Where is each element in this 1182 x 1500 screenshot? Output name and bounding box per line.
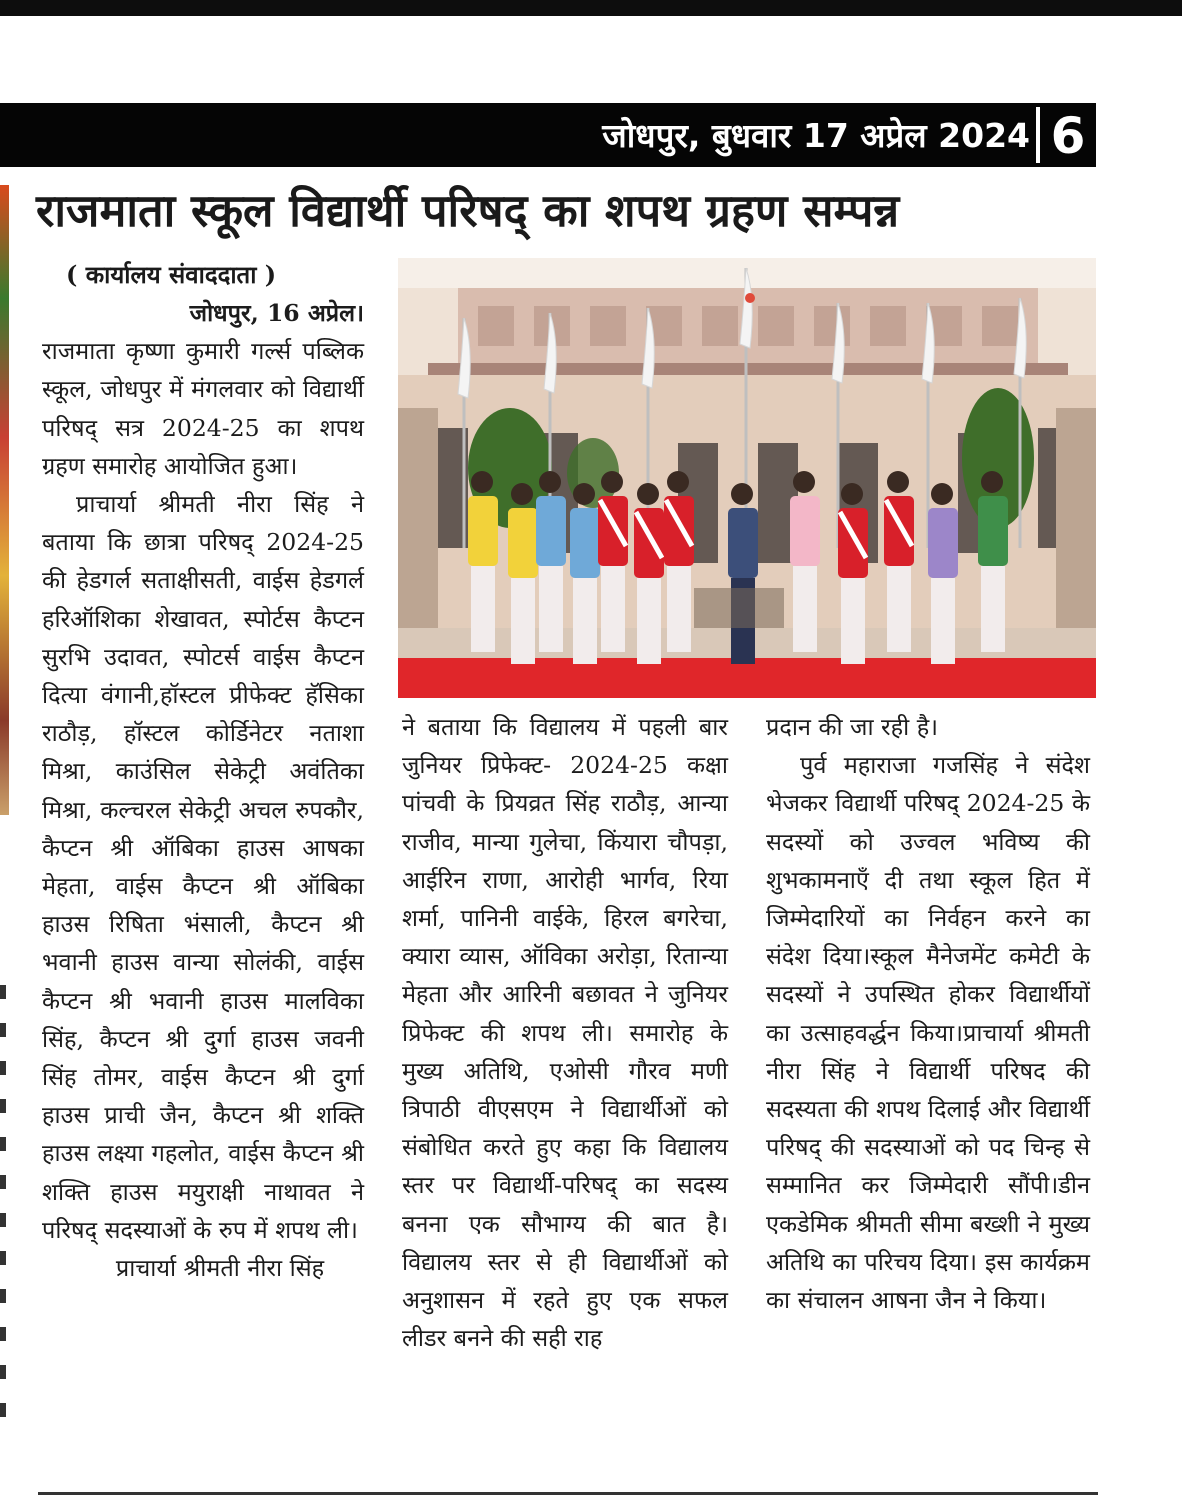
person-legs: [667, 566, 691, 652]
person-legs: [887, 566, 911, 652]
person-torso: [928, 508, 958, 578]
person-head: [793, 471, 815, 493]
person-legs: [637, 578, 661, 664]
person-legs: [793, 566, 817, 652]
article-paragraph: प्राचार्या श्रीमती नीरा सिंह ने बताया कि छात्रा परिषद् 2024-25 की हेडगर्ल सताक्षीसती, वाईस हेडगर्ल हरिऑशिका शेखावत, स्पोर्टस कैप्टन सुरभि उदावत, स्पोटर्स वाईस कैप्टन दित्या वंगानी,हॉस्टल प्रीफेक्ट हॅसिका राठौड़, हॉस्टल कोर्डिनेटर नताशा मिश्रा, काउंसिल सेकेट्री अवंतिका मिश्रा, कल्चरल सेकेट्री अचल रुपकौर, कैप्टन श्री ऑबिका हाउस आषका मेहता, वाईस कैप्टन श्री ऑबिका हाउस रिषिता भंसाली, कैप्टन श्री भवानी हाउस वान्या सोलंकी, वाईस कैप्टन श्री भवानी हाउस मालविका सिंह, कैप्टन श्री दुर्गा हाउस जवनी सिंह तोमर, वाईस कैप्टन श्री दुर्गा हाउस प्राची जैन, कैप्टन श्री शक्ति हाउस लक्ष्या गहलोत, वाईस कैप्टन श्री शक्ति हाउस मयुराक्षी नाथावत ने परिषद् सदस्याओं के रुप में शपथ ली।: [42, 490, 364, 1244]
article-column-2: [402, 708, 728, 1357]
article-byline: ( कार्यालय संवाददाता ): [66, 260, 277, 289]
person-head: [573, 483, 595, 505]
page-number: 6: [1050, 107, 1086, 165]
parapet-panel: [758, 306, 794, 346]
flag-emblem: [745, 293, 755, 303]
parapet-panel: [590, 306, 626, 346]
person-torso: [468, 496, 498, 566]
article-paragraph: ने बताया कि विद्यालय में पहली बार जुनियर प्रिफेक्ट- 2024-25 कक्षा पांचवी के प्रियव्रत सिंह राठौड़, आन्या राजीव, मान्या गुलेचा, किंयारा चौपड़ा, आईरिन राणा, आरोही भार्गव, रिया शर्मा, पानिनी वाईके, हिरल बगरेचा, क्यारा व्यास, ऑविका अरोड़ा, रितान्या मेहता और आरिनी बछावत ने जुनियर प्रिफेक्ट की शपथ ली। समारोह के मुख्य अतिथि, एओसी गौरव मणी त्रिपाठी वीएसएम ने विद्यार्थीओं को संबोधित करते हुए कहा कि विद्यालय स्तर पर विद्यार्थी-परिषद् का सदस्य बनना एक सौभाग्य की बात है।विद्यालय स्तर से ही विद्यार्थीओं को अनुशासन में रहते हुए एक सफल लीडर बनने की सही राह: [402, 713, 728, 1353]
parapet-panel: [982, 306, 1018, 346]
left-wing: [398, 408, 438, 628]
parapet-panel: [478, 306, 514, 346]
article-paragraph: पुर्व महाराजा गजसिंह ने संदेश भेजकर विद्यार्थी परिषद् 2024-25 के सदस्यों को उज्वल भविष्य की शुभकामनाएँ दी तथा स्कूल हित में जिम्मेदारियों का निर्वहन करने का संदेश दिया।स्कूल मैनेजमेंट कमेटी के सदस्यों ने उपस्थित होकर विद्यार्थीयों का उत्साहवर्द्धन किया।प्राचार्या श्रीमती नीरा सिंह ने विद्यार्थी परिषद की सदस्यता की शपथ दिलाई और विद्यार्थी परिषद् की सदस्याओं को पद चिन्ह से सम्मानित कर जिम्मेदारी सौंपी।डीन एकडेमिक श्रीमती सीमा बख्शी ने मुख्य अतिथि का परिचय दिया। इस कार्यक्रम का संचालन आषना जैन ने किया।: [766, 751, 1090, 1315]
header-separator: [1036, 107, 1040, 163]
top-border-rule: [0, 0, 1182, 16]
person-legs: [573, 578, 597, 664]
person-torso: [570, 508, 600, 578]
parapet-panel: [870, 306, 906, 346]
right-wing: [1056, 408, 1096, 628]
bottom-rule: [38, 1492, 1098, 1495]
person-torso: [978, 496, 1008, 566]
group-photo: [398, 258, 1096, 698]
article-column-3: [766, 708, 1090, 1319]
chairs: [694, 588, 784, 628]
person-head: [539, 471, 561, 493]
person-torso: [728, 508, 758, 578]
roof-ledge: [428, 363, 1068, 375]
person-torso: [536, 496, 566, 566]
person-head: [731, 483, 753, 505]
parapet-panel: [814, 306, 850, 346]
person-head: [637, 483, 659, 505]
person-head: [931, 483, 953, 505]
article-headline: राजमाता स्कूल विद्यार्थी परिषद् का शपथ ग्रहण सम्पन्न: [36, 184, 900, 237]
person-head: [667, 471, 689, 493]
parapet-panel: [702, 306, 738, 346]
person-head: [841, 483, 863, 505]
person-head: [601, 471, 623, 493]
article-paragraph: प्राचार्या श्रीमती नीरा सिंह: [115, 1254, 325, 1283]
person-torso: [790, 496, 820, 566]
person-legs: [601, 566, 625, 652]
article-paragraph: प्रदान की जा रही है।: [766, 713, 939, 741]
article-column-1: [42, 294, 364, 1287]
adjacent-page-text-edge: [0, 985, 6, 1425]
person-legs: [511, 578, 535, 664]
adjacent-page-edge: [0, 185, 9, 815]
person-legs: [471, 566, 495, 652]
article-paragraph: राजमाता कृष्णा कुमारी गर्ल्स पब्लिक स्कूल, जोधपुर में मंगलवार को विद्यार्थी परिषद् सत्र 2024-25 का शपथ ग्रहण समारोह आयोजित हुआ।: [42, 337, 364, 480]
article-dateline: जोधपुर, 16 अप्रेल।: [189, 299, 364, 327]
person-head: [887, 471, 909, 493]
group-photo-illustration: [398, 258, 1096, 698]
person-torso: [508, 508, 538, 578]
person-legs: [841, 578, 865, 664]
person-head: [511, 483, 533, 505]
person-legs: [981, 566, 1005, 652]
person-head: [471, 471, 493, 493]
issue-date-line: जोधपुर, बुधवार 17 अप्रेल 2024: [602, 116, 1030, 155]
person-head: [981, 471, 1003, 493]
person-legs: [539, 566, 563, 652]
person-legs: [931, 578, 955, 664]
